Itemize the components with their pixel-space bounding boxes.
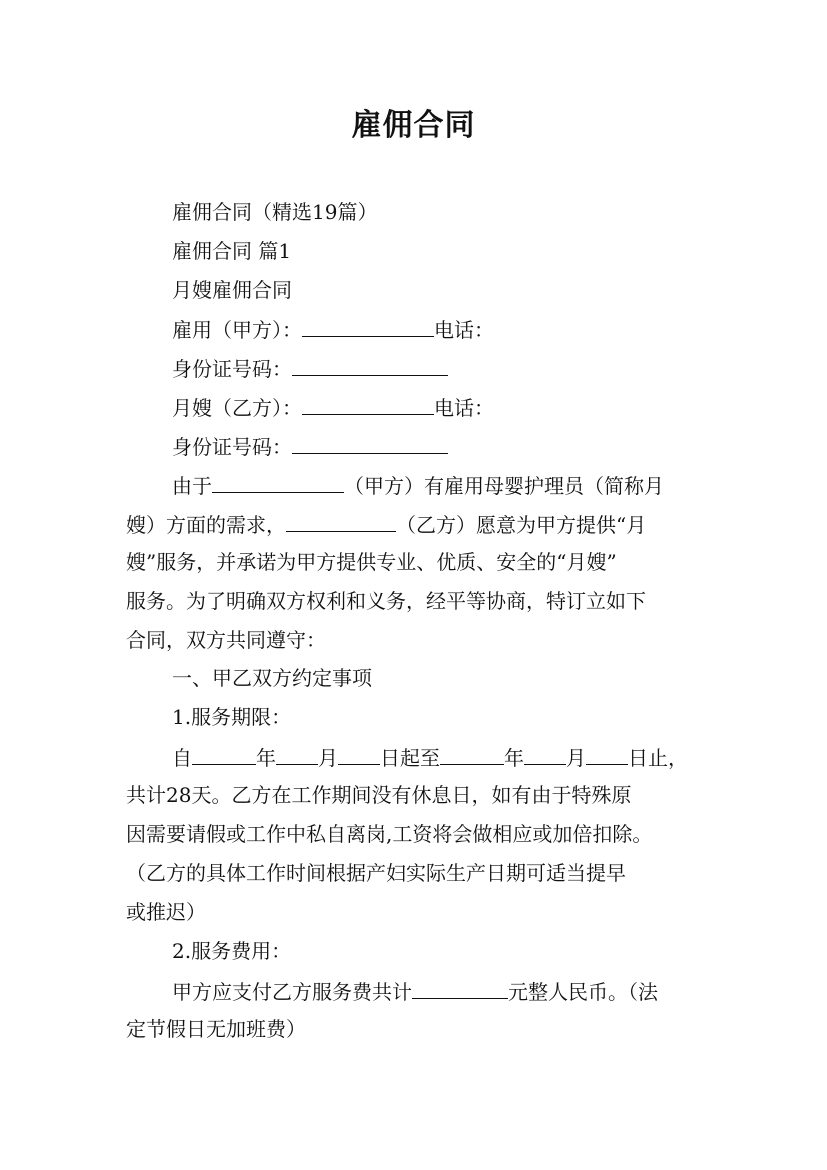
paragraph-line: 或推迟） bbox=[126, 900, 206, 924]
phone-label: 电话： bbox=[434, 318, 494, 342]
employer-label: 雇用（甲方）： bbox=[172, 318, 302, 342]
paragraph-line bbox=[126, 511, 646, 537]
party-b-blank bbox=[286, 511, 396, 532]
employer-id-line bbox=[172, 355, 448, 381]
date-range-line bbox=[172, 744, 688, 770]
text-span: 日止， bbox=[628, 746, 688, 770]
paragraph-line bbox=[172, 472, 664, 498]
nanny-id-blank bbox=[292, 433, 448, 454]
paragraph-line: 因需要请假或工作中私自离岗,工资将会做相应或加倍扣除。 bbox=[126, 822, 653, 846]
employer-line bbox=[172, 316, 494, 342]
phone-label: 电话： bbox=[434, 396, 494, 420]
paragraph-line: 合同，双方共同遵守： bbox=[126, 628, 326, 652]
party-a-blank bbox=[212, 472, 344, 493]
id-label: 身份证号码： bbox=[172, 435, 292, 459]
fee-line bbox=[172, 978, 658, 1004]
text-span: 自 bbox=[172, 746, 192, 770]
text-span: （乙方）愿意为甲方提供“月 bbox=[396, 513, 647, 537]
paragraph-line: 共计28天。乙方在工作期间没有休息日，如有由于特殊原 bbox=[126, 783, 632, 807]
nanny-id-line bbox=[172, 433, 448, 459]
paragraph-line: 定节假日无加班费） bbox=[126, 1017, 306, 1041]
subtitle-selection: 雇佣合同（精选19篇） bbox=[172, 200, 378, 224]
paragraph-line: 服务。为了明确双方权利和义务，经平等协商，特订立如下 bbox=[126, 589, 646, 613]
nanny-label: 月嫂（乙方）： bbox=[172, 396, 302, 420]
section-heading: 一、甲乙双方约定事项 bbox=[172, 666, 372, 690]
text-span: 月 bbox=[566, 746, 586, 770]
section-heading-1: 雇佣合同 篇1 bbox=[172, 239, 292, 263]
text-span: 年 bbox=[504, 746, 524, 770]
text-span: 日起至 bbox=[380, 746, 440, 770]
fee-amount-blank bbox=[412, 978, 508, 999]
end-year-blank bbox=[440, 744, 504, 765]
nanny-name-blank bbox=[302, 394, 434, 415]
start-month-blank bbox=[276, 744, 318, 765]
employer-name-blank bbox=[302, 316, 434, 337]
text-span: 元整人民币。（法 bbox=[508, 980, 658, 1004]
contract-name: 月嫂雇佣合同 bbox=[172, 278, 292, 302]
employer-id-blank bbox=[292, 355, 448, 376]
start-year-blank bbox=[192, 744, 256, 765]
start-day-blank bbox=[338, 744, 380, 765]
text-span: 由于 bbox=[172, 474, 212, 498]
document-title: 雇佣合同 bbox=[351, 108, 476, 143]
id-label: 身份证号码： bbox=[172, 357, 292, 381]
text-span: 甲方应支付乙方服务费共计 bbox=[172, 980, 412, 1004]
item-heading-service-fee: 2.服务费用： bbox=[172, 939, 292, 963]
paragraph-line: （乙方的具体工作时间根据产妇实际生产日期可适当提早 bbox=[126, 861, 626, 885]
text-span: （甲方）有雇用母婴护理员（简称月 bbox=[344, 474, 664, 498]
text-span: 嫂）方面的需求， bbox=[126, 513, 286, 537]
text-span: 月 bbox=[318, 746, 338, 770]
end-day-blank bbox=[586, 744, 628, 765]
end-month-blank bbox=[524, 744, 566, 765]
item-heading-service-term: 1.服务期限： bbox=[172, 705, 292, 729]
paragraph-line: 嫂”服务，并承诺为甲方提供专业、优质、安全的“月嫂” bbox=[126, 550, 617, 574]
nanny-line bbox=[172, 394, 494, 420]
text-span: 年 bbox=[256, 746, 276, 770]
